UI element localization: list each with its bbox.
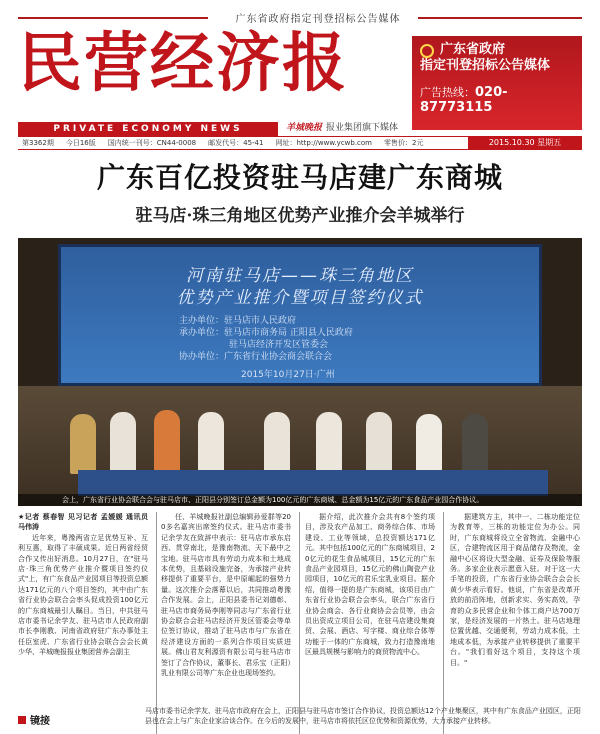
group-logo: 羊城晚报 [286, 123, 323, 133]
person [316, 412, 342, 474]
ad-hotline-number: 020-87773115 [420, 85, 508, 115]
article-column-3 [305, 512, 435, 658]
stage-screen [58, 244, 542, 386]
price: 零售价：2元 [384, 139, 424, 147]
article-column-1 [18, 512, 148, 658]
column-text: 任、羊城晚报社副总编辑孙爱群等200多名嘉宾出席签约仪式。驻马店市委书记余学友在致辞中表示：驻马店市承东启西、贯穿南北，是豫南物流、天下最中之宝地。驻马店市具有劳动力成本和土地成本优势，且基础设施完备，为承接产业转移提供了重要平台，是中原崛起的强势力量。这次推介会落幕以后，共同推动粤豫合作发展。会上，正阳县委书记刘德彰、驻马店市商务局李刚等同志与广东省行业协会联合会驻马店经济开发区管委会等单位签订协议，推动了驻马店市与广东省在经济建设方面的一系列合作项目实质进展。佛山君友利源资有限公司与驻马店市签订了合作协议，董事长、君乐宝（正阳）乳业有限公司等广东企业也现场签约。 [161, 513, 291, 678]
person [198, 412, 224, 474]
person [110, 412, 136, 474]
article-column-4 [450, 512, 580, 668]
headline: 广东百亿投资驻马店建广东商城 [96, 161, 503, 194]
person [264, 412, 290, 474]
page-count: 今日16版 [65, 139, 96, 147]
column-text: 据介绍，此次推介会共有8个签约项目，涉及农产品加工、商务综合体、市场建设、工业等领域，总投资额达171亿元。其中包括100亿元的广东商城项目，20亿元的花生食品城项目，15亿元的广东食品产业园项目，15亿元的佛山陶瓷产业园项目，10亿元的君乐宝乳业项目。据介绍，值得一提的是广东商城，该项目由广东省行业协会联合会率头，联合广东省行业协会商会、各行业商协会会员等，由会员出资成立项目公司，在驻马店建设集商贸、会展、酒店、写字楼、商业综合体等功能于一体的广东商城，致力打造豫南地区最具规模与影响力的商贸物流中心。 [305, 513, 435, 657]
column-text: 近年来，粤豫两省立足优势互补、互利互惠，取得了丰硕成果。近日两省经贸合作又传出好消息。10月27日，在"驻马店·珠三角优势产业推介暨项目签约仪式"上，有广东食品产业园项目等投资总额达171亿元的八个项目签约，其中由广东省行业协会联合会率头促成投资100亿元的广东商城最引人瞩目。当日，中共驻马店市委书记余学友、驻马店市人民政府副市长李刚教、河南省政府驻广东办事处主任臣室虎、广东省行业协会联合会会长黄少华、羊城晚报报业集团营养会副主 [18, 533, 148, 657]
newspaper-title: 民营经济报 [18, 26, 348, 101]
screen-organizer: 主办单位：驻马店市人民政府 [179, 316, 297, 326]
byline: ★记者 蔡春智 见习记者 孟媛媛 通讯员 马伟涛 [18, 513, 148, 532]
ad-box[interactable] [412, 36, 582, 130]
ad-hotline-label: 广告热线： [420, 86, 475, 99]
column-text: 据建筑方主，其中一、二栋功能定位为教育等，三栋的功能定位为办公。同时，广东商城将设立全省物流、金融中心区，合建物流区用于商品储存及物流，金融中心区将设大型金融、证券及保险等服务。多家企业表示愿意入驻。对于这一大手笔的投资，广东省行业协会联合会会长黄少华表示看好。他说，广东省是改革开放的前沿阵地，创新求实、务实高效，孕育的众多民营企业和个体工商户达700万家，是经济发展的一片热土。驻马店地理位置优越、交通便利，劳动力成本低，土地成本低，为承接产业转移提供了重要平台。"我们看好这个项目，支持这个项目。" [450, 513, 580, 667]
cn-number: 国内统一刊号：CN44-0008 [107, 139, 197, 147]
brief-section-title [18, 712, 50, 727]
screen-date: 2015年10月27日·广州 [241, 370, 335, 380]
ad-line2: 指定刊登招标公告媒体 [420, 58, 551, 73]
photo-caption: 会上，广东省行业协会联合会与驻马店市、正阳县分别签订总金额为100亿元的广东商城、总金额为15亿元的广东食品产业园合作协议。 [18, 494, 582, 506]
issue-date: 2015.10.30 星期五 [468, 137, 582, 149]
newspaper-english-title: PRIVATE ECONOMY NEWS [18, 122, 278, 136]
masthead [18, 26, 408, 134]
signing-table [78, 470, 548, 496]
screen-coorganizer: 协办单位：广东省行业协会商会联合会 [179, 352, 333, 362]
screen-title-line1: 河南驻马店——珠三角地区 [186, 266, 414, 286]
post-code: 邮发代号：45-41 [208, 139, 264, 147]
article-body [18, 512, 582, 712]
person [366, 412, 392, 474]
person [416, 414, 442, 474]
ad-line1: 广东省政府 [440, 42, 506, 57]
banner-rule-left [18, 17, 208, 19]
article-column-2 [161, 512, 291, 679]
banner-rule-right [392, 17, 582, 19]
banner-label: 广东省政府指定刊登招标公告媒体 [218, 10, 418, 25]
screen-host: 承办单位：驻马店市商务局 正阳县人民政府 [179, 328, 353, 338]
group-suffix: 报业集团旗下媒体 [326, 123, 399, 133]
website[interactable]: 网址：http://www.ycwb.com [275, 139, 373, 147]
event-photo [18, 238, 582, 506]
person [70, 414, 96, 474]
screen-host2: 驻马店经济开发区管委会 [229, 340, 329, 350]
subheadline: 驻马店·珠三角地区优势产业推介会羊城举行 [135, 206, 465, 226]
ad-hotline [420, 84, 574, 115]
bullet-icon [18, 716, 26, 724]
person [154, 410, 180, 474]
brief-label: 镜接 [30, 716, 50, 727]
issue-number: 第3362期 [22, 139, 54, 147]
bottom-text: 马店市委书记余学友、驻马店市政府在会上，正阳县与驻马店市签订合作协议，投资总额达12个产业集聚区，其中有广东食品产业园区，正阳县也在会上与广东企业家洽谈合作。在今后的发展中，驻马店市将依托区位优势和资源优势，大力承接产业转移。 [145, 707, 581, 725]
emblem-icon [420, 44, 434, 58]
top-banner [18, 14, 582, 25]
publisher-group [286, 120, 398, 133]
screen-title-line2: 优势产业推介暨项目签约仪式 [176, 288, 424, 308]
person [462, 414, 488, 474]
